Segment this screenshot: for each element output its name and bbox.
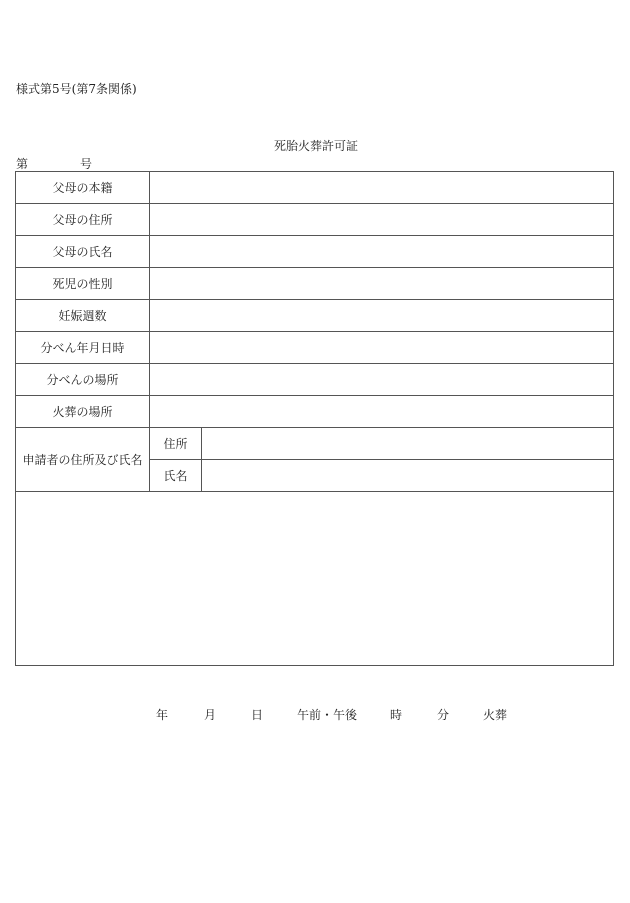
- footer-minute: 分: [437, 708, 450, 722]
- gestation-weeks-field[interactable]: [150, 300, 614, 332]
- table-row: [16, 236, 614, 268]
- applicant-name-label: 氏名: [150, 460, 202, 492]
- row-label-stillborn-sex: 死児の性別: [16, 268, 150, 300]
- row-label-parents-domicile: 父母の本籍: [16, 172, 150, 204]
- table-row: [16, 364, 614, 396]
- delivery-place-field[interactable]: [150, 364, 614, 396]
- applicant-address-label: 住所: [150, 428, 202, 460]
- footer-cremation: 火葬: [483, 708, 508, 722]
- remarks-area[interactable]: [16, 492, 614, 666]
- number-prefix: 第: [16, 157, 29, 171]
- row-label-applicant: 申請者の住所及び氏名: [16, 428, 150, 492]
- row-label-delivery-place: 分べんの場所: [16, 364, 150, 396]
- table-row: [16, 172, 614, 204]
- table-row: [16, 300, 614, 332]
- table-row: [16, 204, 614, 236]
- form-number-label: 様式第5号(第7条関係): [16, 82, 137, 96]
- table-row: [16, 332, 614, 364]
- row-label-parents-name: 父母の氏名: [16, 236, 150, 268]
- table-row: [16, 428, 614, 460]
- table-row: [16, 492, 614, 666]
- cremation-datetime-line: [0, 706, 630, 722]
- cremation-place-field[interactable]: [150, 396, 614, 428]
- parents-address-field[interactable]: [150, 204, 614, 236]
- footer-day: 日: [251, 708, 264, 722]
- delivery-datetime-field[interactable]: [150, 332, 614, 364]
- parents-name-field[interactable]: [150, 236, 614, 268]
- number-suffix: 号: [80, 157, 93, 171]
- row-label-gestation-weeks: 妊娠週数: [16, 300, 150, 332]
- row-label-cremation-place: 火葬の場所: [16, 396, 150, 428]
- table-row: [16, 268, 614, 300]
- parents-domicile-field[interactable]: [150, 172, 614, 204]
- row-label-parents-address: 父母の住所: [16, 204, 150, 236]
- footer-hour: 時: [390, 708, 403, 722]
- stillborn-sex-field[interactable]: [150, 268, 614, 300]
- table-row: [16, 396, 614, 428]
- row-label-delivery-datetime: 分べん年月日時: [16, 332, 150, 364]
- applicant-name-field[interactable]: [202, 460, 614, 492]
- permit-title: 死胎火葬許可証: [273, 139, 358, 153]
- footer-ampm: 午前・午後: [297, 708, 358, 722]
- applicant-address-field[interactable]: [202, 428, 614, 460]
- permit-form-table: [15, 171, 614, 666]
- footer-year: 年: [156, 708, 169, 722]
- permit-number-line: [16, 155, 93, 172]
- footer-month: 月: [204, 708, 217, 722]
